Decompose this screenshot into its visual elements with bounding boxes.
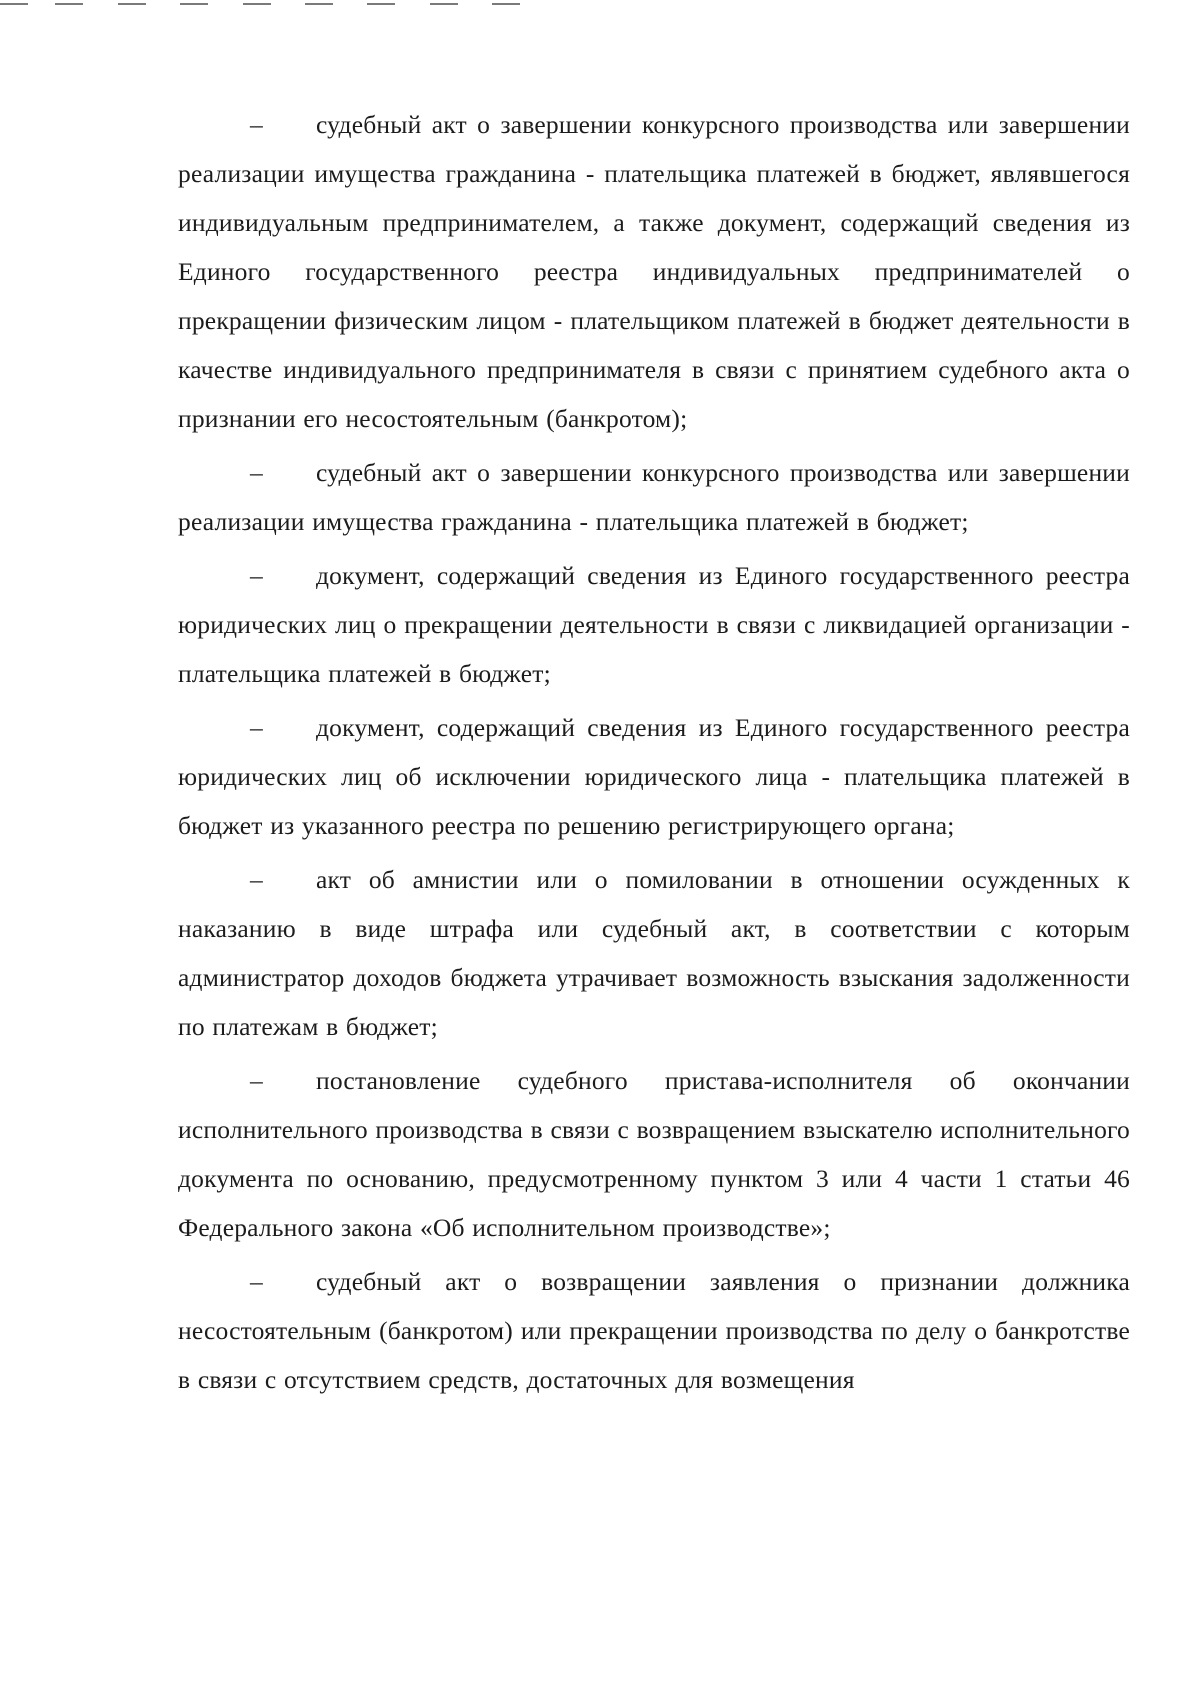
list-dash: –	[250, 713, 263, 742]
scan-mark	[55, 3, 83, 5]
list-dash: –	[250, 1267, 263, 1296]
scan-mark	[492, 3, 520, 5]
scan-mark	[118, 3, 146, 5]
list-dash: –	[250, 110, 263, 139]
scan-mark	[305, 3, 333, 5]
scan-mark	[0, 3, 28, 5]
list-item	[178, 551, 1130, 698]
list-item	[178, 100, 1130, 443]
scan-mark	[243, 3, 271, 5]
list-dash: –	[250, 561, 263, 590]
scan-mark	[367, 3, 395, 5]
list-item	[178, 448, 1130, 546]
list-item-text: постановление судебного пристава-исполнителя об окончании исполнительного производства в связи с возвращением взыскателю исполнительного документа по основанию, предусмотренному пунктом 3 или 4 части 1 статьи 46 Федерального закона «Об исполнительном производстве»;	[178, 1066, 1130, 1242]
scan-edge-marks	[0, 0, 560, 8]
scan-mark	[430, 3, 458, 5]
list-item-text: судебный акт о завершении конкурсного производства или завершении реализации имущества гражданина - плательщика платежей в бюджет, являвшегося индивидуальным предпринимателем, а также документ, содержащий сведения из Единого государственного реестра индивидуальных предпринимателей о прекращении физическим лицом - плательщиком платежей в бюджет деятельности в качестве индивидуального предпринимателя в связи с принятием судебного акта о признании его несостоятельным (банкротом);	[178, 110, 1130, 433]
list-item	[178, 1257, 1130, 1404]
list-dash: –	[250, 1066, 263, 1095]
document-body	[178, 100, 1130, 1409]
scan-mark	[180, 3, 208, 5]
list-dash: –	[250, 865, 263, 894]
list-item-text: документ, содержащий сведения из Единого государственного реестра юридических лиц о прекращении деятельности в связи с ликвидацией организации - плательщика платежей в бюджет;	[178, 561, 1130, 688]
list-item-text: судебный акт о завершении конкурсного производства или завершении реализации имущества гражданина - плательщика платежей в бюджет;	[178, 458, 1130, 536]
list-item-text: судебный акт о возвращении заявления о признании должника несостоятельным (банкротом) или прекращении производства по делу о банкротстве в связи с отсутствием средств, достаточных для возмещения	[178, 1267, 1130, 1394]
list-item-text: документ, содержащий сведения из Единого государственного реестра юридических лиц об исключении юридического лица - плательщика платежей в бюджет из указанного реестра по решению регистрирующего органа;	[178, 713, 1130, 840]
list-item	[178, 855, 1130, 1051]
list-item	[178, 1056, 1130, 1252]
list-item	[178, 703, 1130, 850]
list-dash: –	[250, 458, 263, 487]
list-item-text: акт об амнистии или о помиловании в отношении осужденных к наказанию в виде штрафа или судебный акт, в соответствии с которым администратор доходов бюджета утрачивает возможность взыскания задолженности по платежам в бюджет;	[178, 865, 1130, 1041]
